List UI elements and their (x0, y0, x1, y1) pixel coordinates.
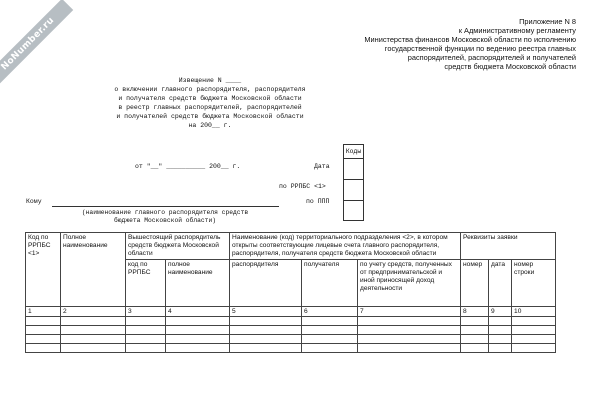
table-cell (461, 317, 489, 326)
date-label: Дата (314, 163, 330, 170)
komu-label: Кому (26, 198, 42, 205)
notice-title (60, 76, 360, 130)
table-cell (230, 326, 302, 335)
table-cell (489, 335, 512, 344)
column-number: 4 (166, 307, 230, 317)
table-cell (166, 317, 230, 326)
table-cell (61, 326, 126, 335)
komu-note (60, 209, 270, 225)
table-cell (126, 326, 166, 335)
table-cell (230, 344, 302, 353)
table-row (26, 344, 556, 353)
header-req-line: номер строки (512, 260, 556, 307)
komu-note-line: бюджета Московской области) (113, 217, 217, 224)
table-row (26, 326, 556, 335)
ppp-label: по ППП (306, 198, 330, 205)
table-cell (126, 335, 166, 344)
table-cell (166, 344, 230, 353)
notice-line: и получателей средств бюджета Московской области (116, 113, 304, 120)
table-cell (166, 326, 230, 335)
column-number: 6 (302, 307, 358, 317)
table-cell (358, 317, 461, 326)
header-code: Код по РРПБС <1> (26, 233, 61, 307)
rrpbs-label: по РРПБС <1> (279, 183, 326, 190)
table-cell (512, 317, 556, 326)
table-header-row (26, 233, 556, 260)
column-number-row (26, 307, 556, 317)
column-number: 1 (26, 307, 61, 317)
table-cell (302, 344, 358, 353)
table-cell (61, 344, 126, 353)
column-number: 10 (512, 307, 556, 317)
table-cell (461, 335, 489, 344)
notice-line: на 200__ г. (188, 122, 232, 129)
header-request: Реквизиты заявки (461, 233, 556, 260)
date-line: от "__" __________ 200__ г. (135, 163, 241, 170)
appendix-line: распорядителей, распорядителей и получателей (407, 53, 576, 62)
appendix-line: государственной функции по ведению реестра главных (384, 44, 576, 53)
table-cell (61, 317, 126, 326)
table-row (26, 317, 556, 326)
table-cell (126, 344, 166, 353)
appendix-line: Министерства финансов Московской области по исполнению (364, 35, 576, 44)
table-cell (489, 317, 512, 326)
codes-box (343, 144, 364, 221)
table-cell (358, 326, 461, 335)
header-div-recipient: получателя (302, 260, 358, 307)
table-cell (512, 344, 556, 353)
notice-line: о включении главного распорядителя, распорядителя (114, 86, 306, 93)
appendix-line: Приложение N 8 (519, 17, 576, 26)
table-cell (166, 335, 230, 344)
appendix-header (326, 17, 576, 71)
notice-line: в реестр главных распорядителей, распорядителей (118, 104, 302, 111)
table-cell (461, 344, 489, 353)
column-number: 2 (61, 307, 126, 317)
table-cell (512, 326, 556, 335)
appendix-line: к Административному регламенту (458, 26, 576, 35)
table-cell (358, 335, 461, 344)
notice-line: и получателя средств бюджета Московской области (118, 95, 302, 102)
table-cell (461, 326, 489, 335)
komu-note-line: (наименование главного распорядителя средств (81, 209, 249, 216)
code-ppp-cell (343, 200, 364, 221)
table-cell (26, 335, 61, 344)
table-cell (489, 344, 512, 353)
header-full-name: Полное наименование (61, 233, 126, 307)
table-cell (230, 335, 302, 344)
table-cell (26, 326, 61, 335)
table-cell (358, 344, 461, 353)
code-rrpbs-cell (343, 179, 364, 200)
column-number: 5 (230, 307, 302, 317)
notice-line: Извещение N ____ (178, 77, 242, 84)
header-division: Наименование (код) территориального подразделения <2>, в котором открыты соответствующие лицевые счета главного распорядителя, распорядителя, получателя средств бюджета Московской области (230, 233, 461, 260)
column-number: 8 (461, 307, 489, 317)
header-superior-code: код по РРПБС (126, 260, 166, 307)
table-row (26, 335, 556, 344)
column-number: 3 (126, 307, 166, 317)
codes-header: Коды (343, 144, 364, 158)
table-cell (126, 317, 166, 326)
header-req-number: номер (461, 260, 489, 307)
header-req-date: дата (489, 260, 512, 307)
header-div-distributor: распорядителя (230, 260, 302, 307)
table-cell (230, 317, 302, 326)
header-superior-name: полное наименование (166, 260, 230, 307)
code-date-cell (343, 158, 364, 179)
table-cell (302, 335, 358, 344)
header-superior: Вышестоящий распорядитель средств бюджета Московской области (126, 233, 230, 260)
table-cell (26, 317, 61, 326)
column-number: 9 (489, 307, 512, 317)
table-cell (26, 344, 61, 353)
watermark: NoNumber.ru (0, 0, 73, 89)
header-div-income: по учету средств, полученных от предпринимательской и иной приносящей доход деятельности (358, 260, 461, 307)
komu-underline (52, 206, 279, 207)
table-cell (489, 326, 512, 335)
registry-table (25, 232, 556, 353)
table-cell (302, 326, 358, 335)
appendix-line: средств бюджета Московской области (444, 62, 576, 71)
column-number: 7 (358, 307, 461, 317)
table-cell (302, 317, 358, 326)
table-cell (512, 335, 556, 344)
table-cell (61, 335, 126, 344)
